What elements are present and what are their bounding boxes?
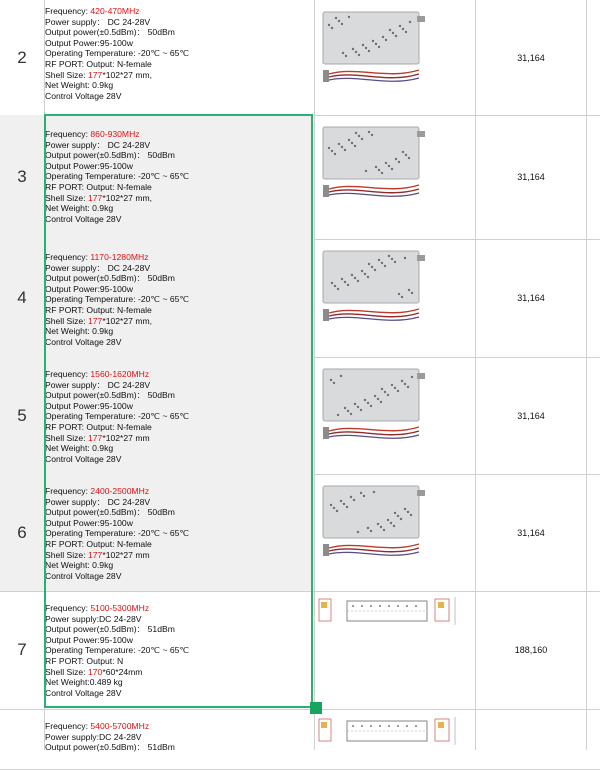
spec-line: Power supply： DC 24-28V [45,16,151,27]
spec-cell[interactable] [45,591,314,709]
spec-line: RF PORT: Output: N-female [45,538,152,549]
spec-line: Control Voltage 28V [45,336,122,347]
product-photo [315,239,475,357]
highlight-value: 1560-1620MHz [90,369,150,379]
product-drawing [315,591,475,709]
spec-line: RF PORT: Output: N-female [45,304,152,315]
price-cell[interactable]: 31,164 [517,293,545,303]
spec-line: Frequency: 5100-5300MHz [45,603,150,613]
spec-line: RF PORT: Output: N [45,655,124,666]
row-number: 5 [0,357,44,474]
spec-line: Output Power:95-100w [45,37,133,48]
spec-line: Shell Size: 177*102*27 mm, [45,315,153,326]
selection-fill-handle[interactable] [310,702,322,714]
spec-line: Output Power:95-100w [45,160,133,171]
table-row [0,0,600,116]
product-photo [315,357,475,474]
highlight-value: 177 [88,192,103,203]
spec-line: RF PORT: Output: N-female [45,181,152,192]
spec-line: Net Weight:0.489 kg [45,677,123,688]
spec-cell[interactable] [45,115,314,239]
spec-line: Shell Size: 177*102*27 mm [45,432,150,443]
table-row [0,115,600,240]
highlight-value: 177 [88,69,103,80]
spec-line: Power supply： DC 24-28V [45,139,151,150]
spec-line: Frequency: 5400-5700MHz [45,721,150,731]
spec-line: Operating Temperature: -20℃ ~ 65℃ [45,171,190,182]
row-number: 4 [0,239,44,357]
spec-line: Output power(±0.5dBm)： 50dBm [45,507,175,518]
highlight-value: 420-470MHz [90,6,140,16]
spec-line: Output Power:95-100w [45,634,133,645]
spec-line: Shell Size: 170*60*24mm [45,666,143,677]
spec-line: Output Power:95-100w [45,400,133,411]
highlight-value: 860-930MHz [90,129,140,139]
spec-line: Net Weight: 0.9kg [45,443,114,454]
table-row [0,239,600,358]
row-number: 7 [17,640,27,659]
table-row [0,591,600,710]
spec-line: Shell Size: 177*102*27 mm [45,549,150,560]
spec-line: Output Power:95-100w [45,517,133,528]
spec-line: Net Weight: 0.9kg [45,80,114,91]
table-row [0,709,600,770]
row-number [0,709,44,769]
spec-line: Control Voltage 28V [45,453,122,464]
spec-line: Output power(±0.5dBm)： 51dBm [45,742,175,753]
price-cell[interactable]: 188,160 [514,645,548,655]
spec-line: Power supply： DC 24-28V [45,262,151,273]
product-photo [315,115,475,239]
highlight-value: 1170-1280MHz [90,252,149,262]
spec-line: Output power(±0.5dBm)： 51dBm [45,624,175,635]
spec-line: Net Weight: 0.9kg [45,326,114,337]
highlight-value: 5100-5300MHz [90,603,150,613]
spec-line: Operating Temperature: -20℃ ~ 65℃ [45,528,190,539]
spec-line: Control Voltage 28V [45,570,122,581]
row-number: 2 [17,47,27,67]
spec-line: Frequency: 860-930MHz [45,129,140,139]
table-row [0,474,600,592]
spec-line: RF PORT: Output: N-female [45,58,152,69]
row-number: 3 [0,115,44,239]
spec-line: Control Voltage 28V [45,90,122,101]
spec-line: Power supply： DC 24-28V [45,379,151,390]
row-number: 6 [0,474,44,591]
spec-line: Shell Size: 177*102*27 mm, [45,69,153,80]
highlight-value: 177 [88,432,103,443]
spec-line: Operating Temperature: -20℃ ~ 65℃ [45,645,190,656]
price-cell[interactable] [476,709,586,769]
price-cell[interactable]: 31,164 [517,527,545,538]
product-photo [315,0,475,115]
spec-line: Power supply:DC 24-28V [45,613,142,624]
spec-line: Control Voltage 28V [45,687,122,698]
spec-line: Output power(±0.5dBm)： 50dBm [45,27,175,38]
price-cell[interactable]: 31,164 [517,172,545,182]
highlight-value: 170 [88,666,103,677]
spec-line: Operating Temperature: -20℃ ~ 65℃ [45,48,190,59]
product-drawing [315,709,475,769]
highlight-value: 5400-5700MHz [90,721,150,731]
spec-line: Frequency: 1560-1620MHz [45,369,150,379]
spec-line: Net Weight: 0.9kg [45,560,114,571]
price-cell[interactable]: 31,164 [517,410,545,421]
price-cell[interactable]: 31,164 [517,52,545,63]
spec-cell[interactable] [45,474,314,591]
highlight-value: 177 [88,315,103,326]
spec-line: Output power(±0.5dBm)： 50dBm [45,390,175,401]
product-photo [315,474,475,591]
spec-line: Frequency: 420-470MHz [45,6,140,16]
table-row [0,357,600,475]
highlight-value: 177 [88,549,103,560]
highlight-value: 2400-2500MHz [90,486,150,496]
spec-line: Shell Size: 177*102*27 mm, [45,192,153,203]
spec-line: Power supply:DC 24-28V [45,731,142,742]
spec-line: Control Voltage 28V [45,213,122,224]
spec-line: Operating Temperature: -20℃ ~ 65℃ [45,294,190,305]
spec-line: RF PORT: Output: N-female [45,421,152,432]
spec-line: Output Power:95-100w [45,283,133,294]
spec-cell[interactable] [45,0,314,115]
spec-line: Output power(±0.5dBm)： 50dBm [45,273,175,284]
spec-line: Frequency: 2400-2500MHz [45,486,150,496]
spec-line: Net Weight: 0.9kg [45,203,114,214]
spec-line: Frequency: 1170-1280MHz [45,252,149,262]
spec-line: Output power(±0.5dBm)： 50dBm [45,150,175,161]
spec-cell[interactable] [45,239,314,357]
spec-cell[interactable] [45,357,314,474]
spec-line: Operating Temperature: -20℃ ~ 65℃ [45,411,190,422]
spec-cell[interactable] [45,709,314,769]
spec-line: Power supply： DC 24-28V [45,496,151,507]
